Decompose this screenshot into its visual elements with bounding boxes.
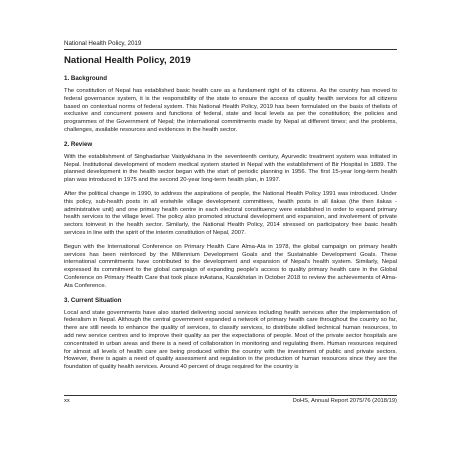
- header-rule: [64, 49, 397, 50]
- report-name: DoHS, Annual Report 2075/76 (2018/19): [292, 398, 397, 404]
- review-paragraph-1: With the establishment of Singhadarbar Vaidyakhana in the seventeenth century, Ayurvedic treatment system was initiated in Nepal. Institutional development of modern medical system started in Nepal with the establishment of Bir Hospital in 1889. The planned development in the health sector began with the start of periodic planning in 1956. The first 15-year long-term health plan was introduced in 1975 and the second 20-year long-term health plan, in 1997.: [64, 153, 397, 184]
- review-paragraph-3: Begun with the International Conference on Primary Health Care Alma-Ata in 1978, the global campaign on primary health services has been reinforced by the Millennium Development Goals and the Sustainable Development Goals. These international commitments have contributed to the development and expansion of Nepal's health system. Similarly, Nepal expressed its commitment to the global campaign of expanding people's access to quality primary health care in the Global Conference on Primary Health Care that took place inAstana, Kazakhstan in October 2018 to review the achievements of Alma-Ata Conference.: [64, 243, 397, 289]
- section-heading-review: 2. Review: [64, 140, 93, 148]
- section-heading-current-situation: 3. Current Situation: [64, 296, 122, 304]
- footer-rule: [64, 395, 397, 396]
- page-title: National Health Policy, 2019: [64, 55, 191, 66]
- document-body: [64, 71, 397, 377]
- background-paragraph-1: The constitution of Nepal has established basic health care as a fundament right of its citizens. As the country has moved to federal governance system, it is the responsibility of the state to ensure the access of quality health services for all citizens based on contextual norms of federal system. This National Health Policy, 2019 has been formulated on the basis of thelists of exclusive and concurrent powers and functions of federal, state and local levels as per the constitution; the policies and programmes of the Government of Nepal; the international commitments made by Nepal at different times; and the problems, challenges, available resources and evidences in the health sector.: [64, 88, 397, 133]
- current-situation-paragraph-1: Local and state governments have also started delivering social services including health services after the implementation of federalism in Nepal. Although the central government expanded a network of primary health care throughout the country so far, there are still needs to enhance the quality of services, to classify services, to distribute skilled technical human resources, to add new service centres and to improve their quality as per the expectations of people. Most of the private sector hospitals are concentrated in urban areas and there is a need of collaboration in monitoring and regulating them. Human resources required for almost all levels of health care are being produced within the country with the investment of public and private sectors. However, there is again a need of quality assessment and regulation in the production of human resources since they are the foundation of quality health services. Around 40 percent of drugs required for the country is: [64, 309, 397, 371]
- page-number: xx: [64, 398, 70, 404]
- running-header: National Health Policy, 2019: [64, 40, 142, 47]
- review-paragraph-2: After the political change in 1990, to address the aspirations of people, the National Health Policy 1991 was introduced. Under this policy, sub-health posts in all erstwhile village development committees, health posts in all ilakas (the then ilakas - administrative unit) and one primary health centre in each electoral constituency were established in order to expand primary health services to the village level. The policy also promoted structural development and expansion, and involvement of private sectors toinvest in the health sector. Similarly, the National Health Policy, 2014 stressed on participatory free basic health services in line with the spirit of the interim constitution of Nepal, 2007.: [64, 190, 397, 236]
- section-heading-background: 1. Background: [64, 75, 107, 82]
